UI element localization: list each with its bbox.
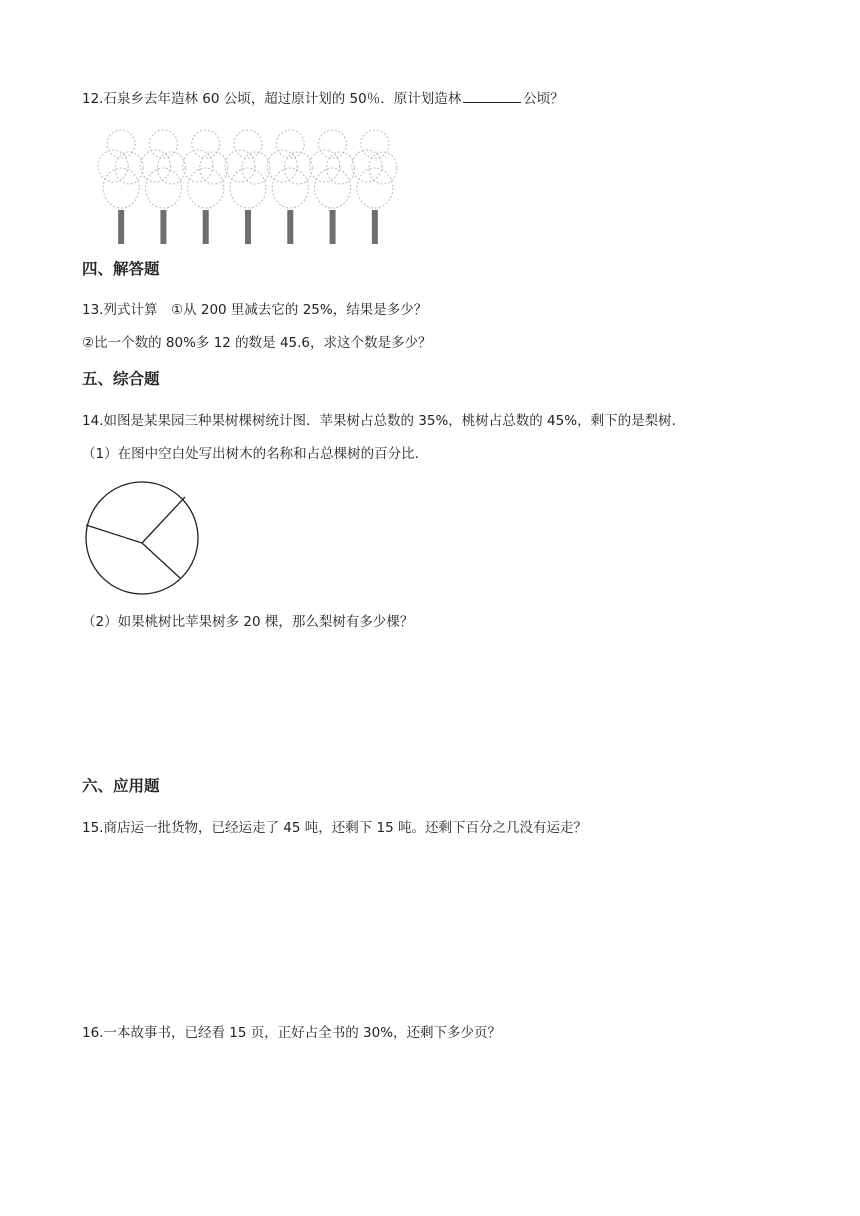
section-6-heading: 六、应用题	[82, 777, 160, 795]
question-15: 15.商店运一批货物，已经运走了 45 吨，还剩下 15 吨。还剩下百分之几没有运走？	[82, 820, 587, 836]
question-12-unit: 公顷？	[523, 91, 564, 107]
question-14-part-2: （2）如果桃树比苹果树多 20 棵，那么梨树有多少棵？	[82, 614, 414, 630]
tree-icon	[225, 130, 270, 244]
pie-divider-3	[142, 543, 180, 578]
answer-blank[interactable]	[463, 88, 521, 103]
question-16: 16.一本故事书，已经看 15 页，正好占全书的 30%，还剩下多少页？	[82, 1025, 502, 1041]
question-12	[82, 88, 564, 109]
section-4-heading: 四、解答题	[82, 260, 160, 278]
trees-illustration	[92, 122, 400, 246]
tree-icon	[98, 130, 143, 244]
pie-divider-2	[142, 497, 185, 543]
tree-icon	[140, 130, 185, 244]
tree-icon	[183, 130, 228, 244]
section-5-heading: 五、综合题	[82, 370, 160, 388]
question-14-stem: 14.如图是某果园三种果树棵树统计图．苹果树占总数的 35%，桃树占总数的 45%，剩下的是梨树．	[82, 413, 686, 429]
pie-outline	[86, 482, 198, 594]
pie-divider-1	[86, 525, 142, 543]
question-13-line-1: 13.列式计算 ①从 200 里减去它的 25%，结果是多少？	[82, 302, 428, 318]
tree-icon	[352, 130, 397, 244]
tree-icon	[310, 130, 355, 244]
pie-chart-icon	[82, 479, 202, 597]
question-12-text: 12.石泉乡去年造林 60 公顷，超过原计划的 50％．原计划造林	[82, 91, 462, 107]
question-13-line-2: ②比一个数的 80%多 12 的数是 45.6，求这个数是多少？	[82, 335, 432, 351]
question-14-part-1: （1）在图中空白处写出树木的名称和占总棵树的百分比．	[82, 446, 429, 462]
tree-icon	[267, 130, 312, 244]
